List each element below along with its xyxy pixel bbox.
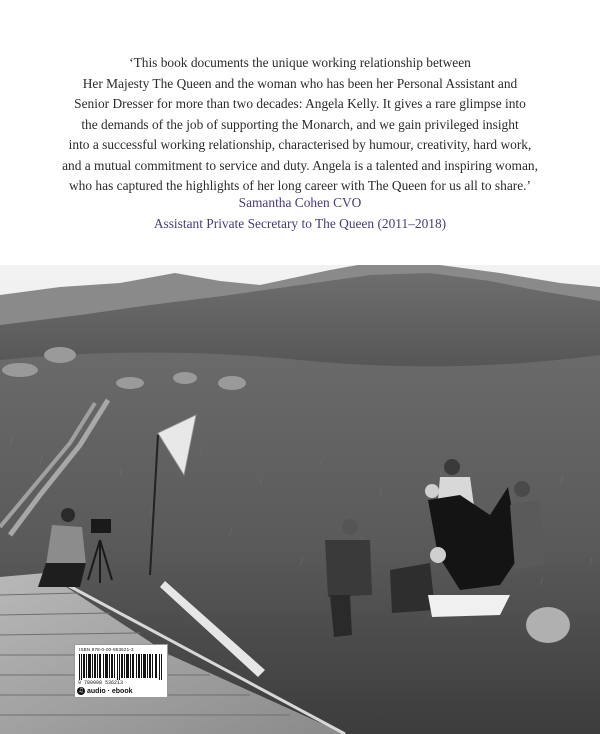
quote-line: Her Majesty The Queen and the woman who has been her Personal Assistant and [82,75,518,91]
endorsement-quote [40,53,560,197]
quote-line: Senior Dresser for more than two decades: Angela Kelly. It gives a rare glimpse into [74,96,526,111]
attribution-role: Assistant Private Secretary to The Queen (2011–2018) [153,216,447,231]
headphones-icon: ♫ [78,687,84,694]
format-label: audio · ebook [87,687,133,695]
barcode-digits: 9 780008 536213 [78,680,124,686]
isbn-number: ISBN 978-0-00-853621-3 [79,647,134,652]
back-cover-quote-section [0,0,600,265]
format-row [77,686,133,696]
quote-line: ‘This book documents the unique working relationship between [129,55,471,70]
quote-line: who has captured the highlights of her long career with The Queen for us all to share.’ [69,178,531,193]
quote-line: the demands of the job of supporting the Monarch, and we gain privileged insight [81,116,519,132]
attribution-name: Samantha Cohen CVO [238,195,362,210]
isbn-barcode [74,644,168,698]
quote-line: into a successful working relationship, characterised by humour, creativity, hard work, [68,137,532,152]
barcode-bars [79,654,163,680]
quote-line: and a mutual commitment to service and duty. Angela is a talented and inspiring woman, [62,157,538,173]
